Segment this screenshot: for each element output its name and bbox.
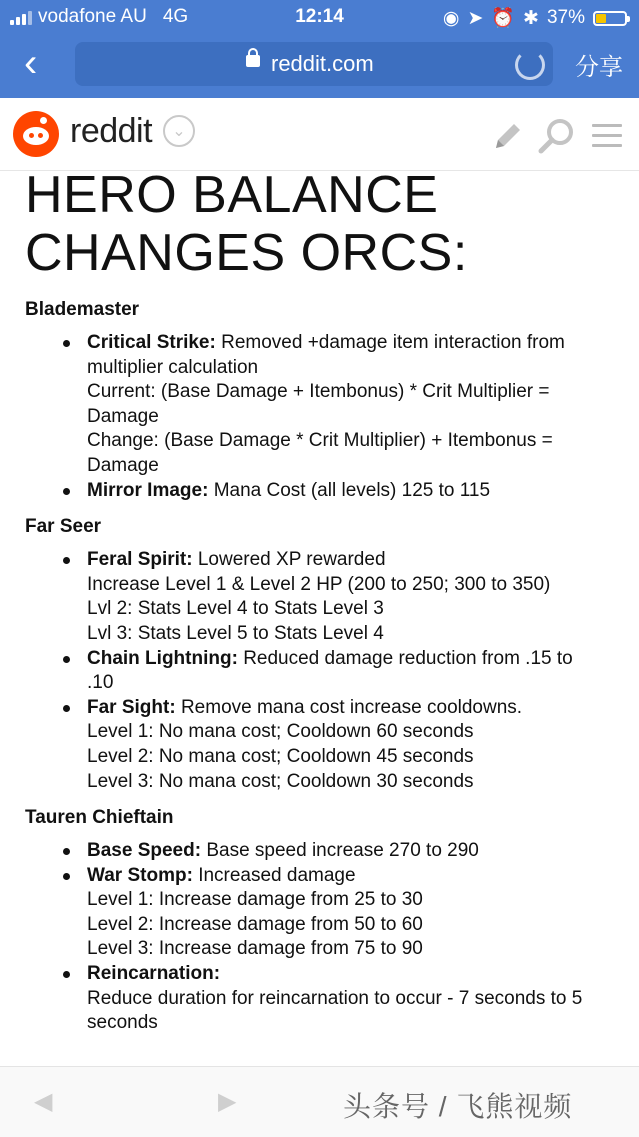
rotation-lock-icon: ◉ [442,7,460,29]
hero-sections [25,298,625,1036]
change-text: Reduced damage reduction from .15 to [243,647,573,669]
change-text: Removed +damage item interaction from [221,332,565,353]
change-list [25,548,625,794]
address-bar[interactable] [75,42,553,86]
battery-percent: 37% [546,7,585,28]
change-text: Level 2: Increase damage from 50 to 60 [87,913,423,935]
change-text: multiplier calculation [87,356,259,378]
ability-name: War Stomp: [87,864,193,886]
change-text: Reduce duration for reincarnation to occur - 7 seconds to 5 [87,987,583,1009]
reload-icon[interactable] [515,50,545,80]
battery-fill [596,14,606,23]
change-text: .10 [87,672,114,694]
change-text: Level 2: No mana cost; Cooldown 45 seconds [87,745,474,767]
bluetooth-icon: ✱ [523,7,539,29]
change-text: Level 1: No mana cost; Cooldown 60 seconds [87,721,474,743]
chevron-left-icon[interactable]: ‹ [24,41,38,85]
change-text: Lowered XP rewarded [197,549,386,571]
back-arrow-icon[interactable]: ◀ [34,1088,53,1115]
list-item [87,696,625,794]
browser-nav [0,36,639,94]
change-text: Damage [87,405,159,427]
ability-name: Base Speed: [87,840,202,862]
change-text: Change: (Base Damage * Crit Multiplier) + Itembonus = [87,430,553,452]
change-text: Current: (Base Damage + Itembonus) * Crit Multiplier = [87,381,550,403]
change-text: Base speed increase 270 to 290 [206,840,479,862]
hero-heading: Far Seer [25,516,102,538]
status-bar [0,0,639,34]
change-list [25,839,625,1036]
reddit-wordmark[interactable]: reddit [70,112,153,150]
list-item [87,331,625,479]
change-text: Lvl 3: Stats Level 5 to Stats Level 4 [87,622,384,644]
url-text: reddit.com [271,51,374,76]
ability-name: Feral Spirit: [87,549,193,571]
ability-name: Critical Strike: [87,332,216,353]
share-button[interactable]: 分享 [575,54,623,81]
bottom-toolbar [0,1066,639,1137]
post-content [25,166,625,1036]
hero-heading: Tauren Chieftain [25,807,174,829]
clock: 12:14 [295,6,344,27]
ability-name: Chain Lightning: [87,647,238,669]
ability-name: Far Sight: [87,696,176,718]
change-text: seconds [87,1012,158,1034]
hamburger-menu-icon[interactable] [592,124,622,154]
watermark: 头条号 / 飞熊视频 [343,1091,573,1122]
lock-icon [246,55,260,67]
change-text: Lvl 2: Stats Level 4 to Stats Level 3 [87,598,384,620]
chevron-down-icon[interactable]: ⌄ [163,115,195,147]
ability-name: Reincarnation: [87,963,221,985]
pencil-icon[interactable] [490,120,524,154]
change-text: Mana Cost (all levels) 125 to 115 [213,479,491,501]
location-icon: ➤ [467,7,484,29]
reddit-header [0,98,639,171]
ability-name: Mirror Image: [87,479,209,501]
list-item [87,839,625,864]
reddit-logo-icon[interactable] [13,111,59,157]
change-text: Level 3: No mana cost; Cooldown 30 seconds [87,770,474,792]
change-text: Increase Level 1 & Level 2 HP (200 to 250; 300 to 350) [87,573,551,595]
battery-icon [593,11,627,26]
change-text: Damage [87,454,159,476]
list-item [87,548,625,646]
network-type: 4G [162,6,189,27]
search-icon[interactable] [537,116,577,156]
carrier-name: vodafone AU [38,6,147,27]
alarm-icon: ⏰ [491,8,516,29]
forward-arrow-icon[interactable]: ▶ [218,1088,237,1115]
change-text: Level 1: Increase damage from 25 to 30 [87,889,423,911]
hero-heading: Blademaster [25,299,140,320]
list-item [87,479,625,504]
list-item [87,962,625,1036]
list-item [87,864,625,962]
browser-header [0,0,639,98]
list-item [87,647,625,696]
post-title: HERO BALANCE CHANGES ORCS: [25,166,468,282]
change-list [25,331,625,503]
change-text: Increased damage [198,864,356,886]
change-text: Level 3: Increase damage from 75 to 90 [87,938,423,960]
change-text: Remove mana cost increase cooldowns. [180,696,523,718]
